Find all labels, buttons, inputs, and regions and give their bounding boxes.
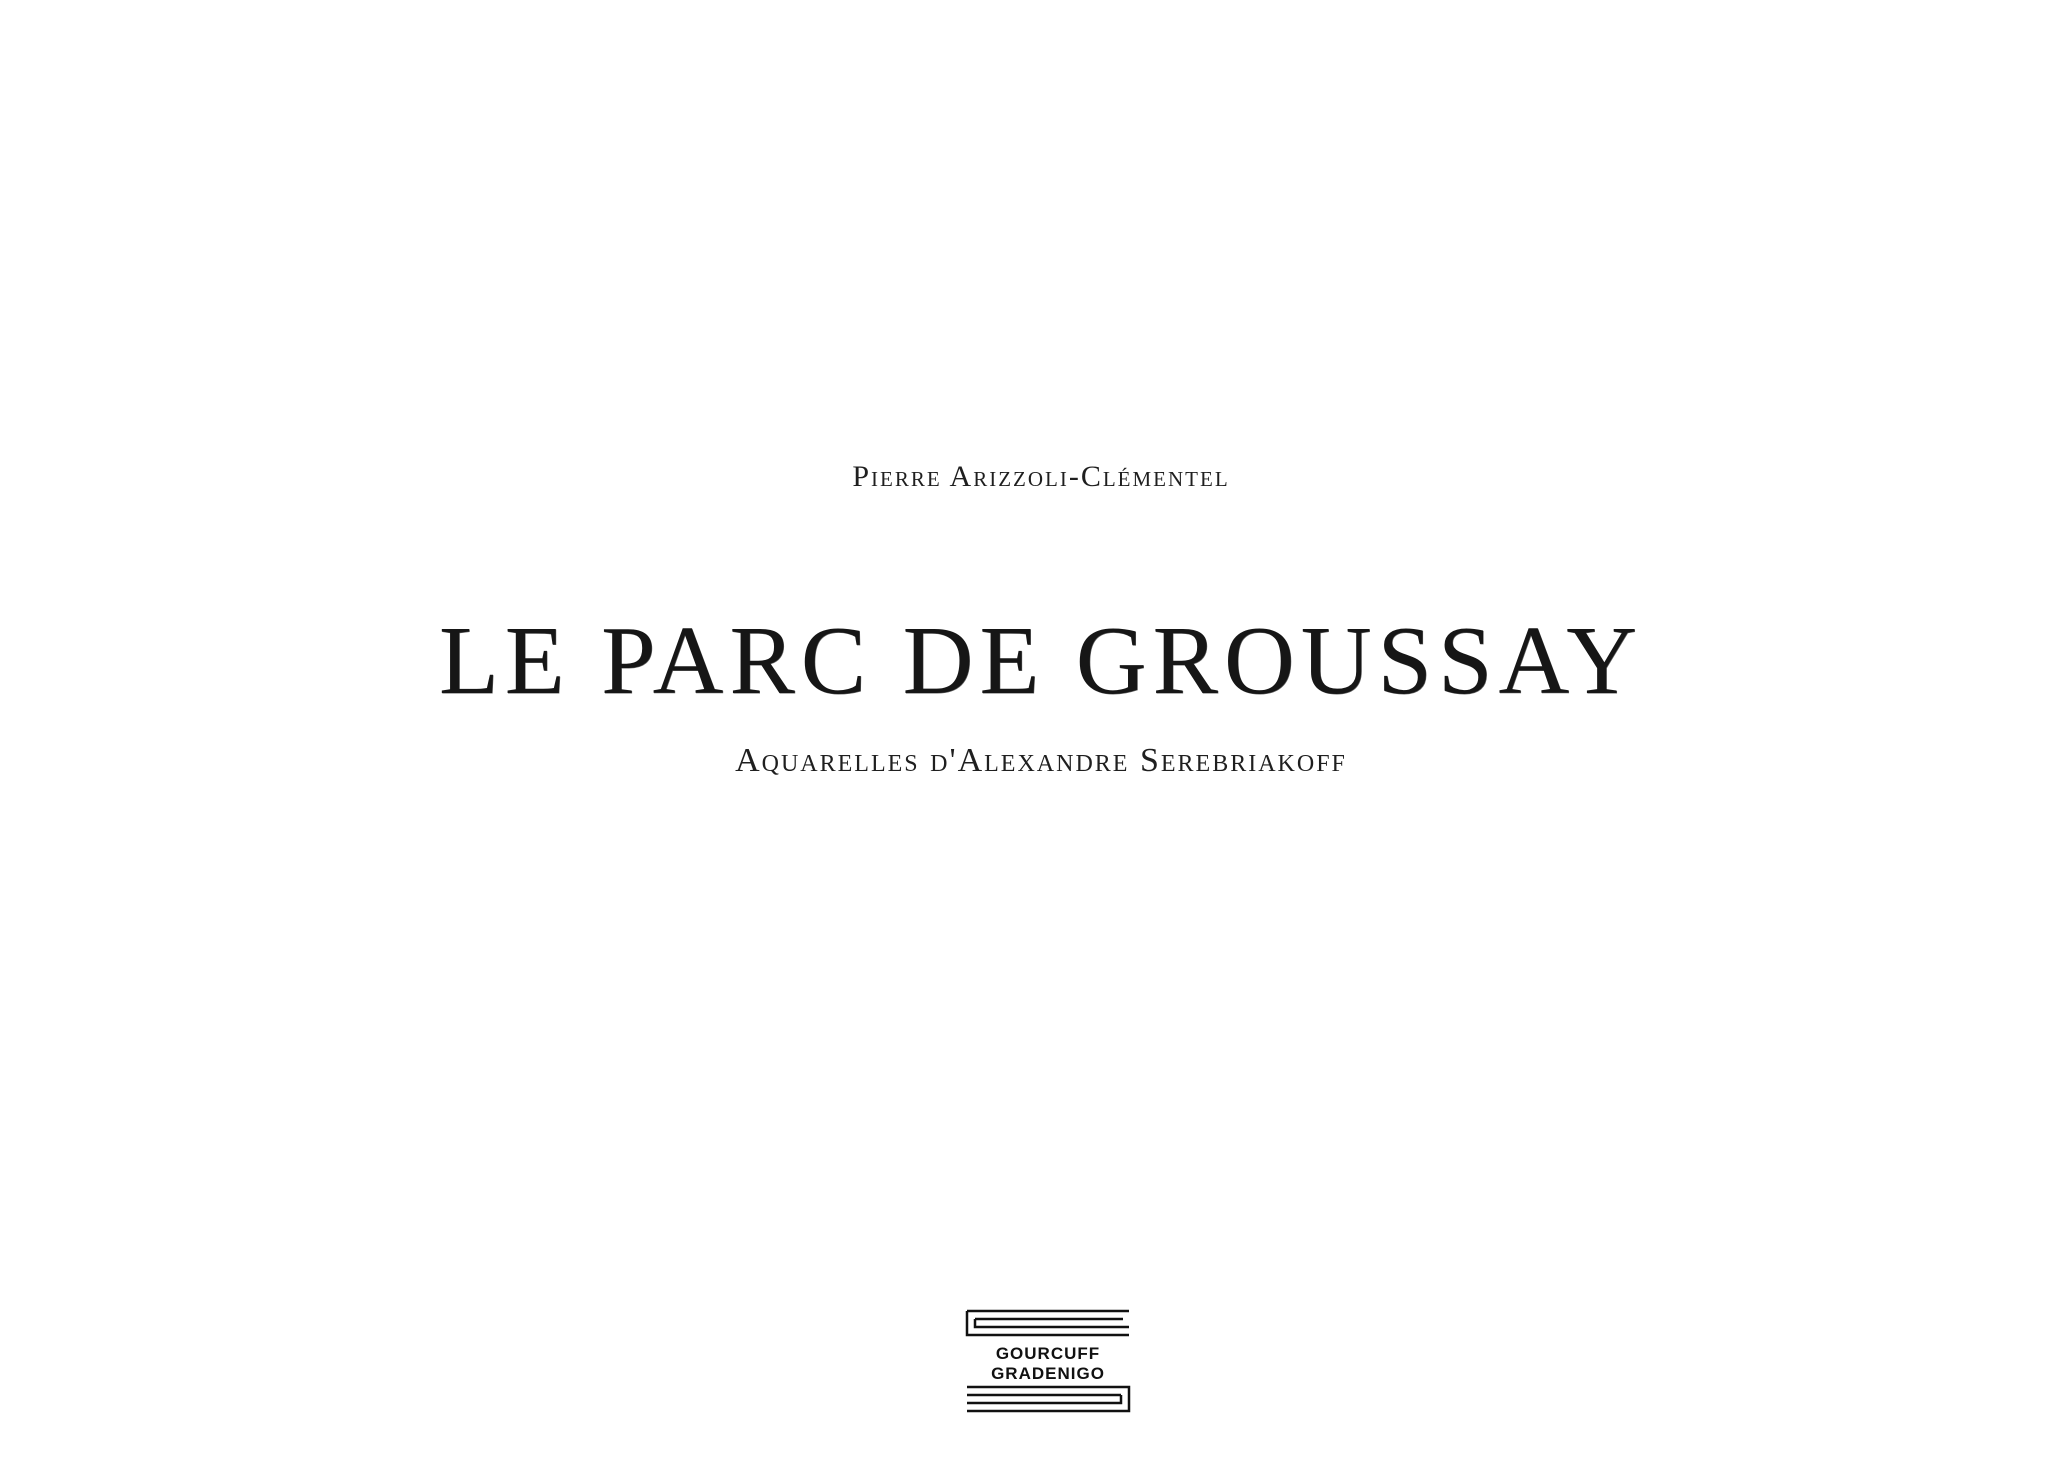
publisher-name-line2: GRADENIGO — [991, 1364, 1105, 1383]
publisher-name-line1: GOURCUFF — [995, 1344, 1101, 1363]
publisher-logo — [963, 1309, 1133, 1413]
author-name: Pierre Arizzoli-Clémentel — [852, 460, 1230, 493]
book-subtitle: Aquarelles d'Alexandre Serebriakoff — [735, 742, 1347, 779]
book-title: LE PARC DE GROUSSAY — [438, 607, 1644, 715]
